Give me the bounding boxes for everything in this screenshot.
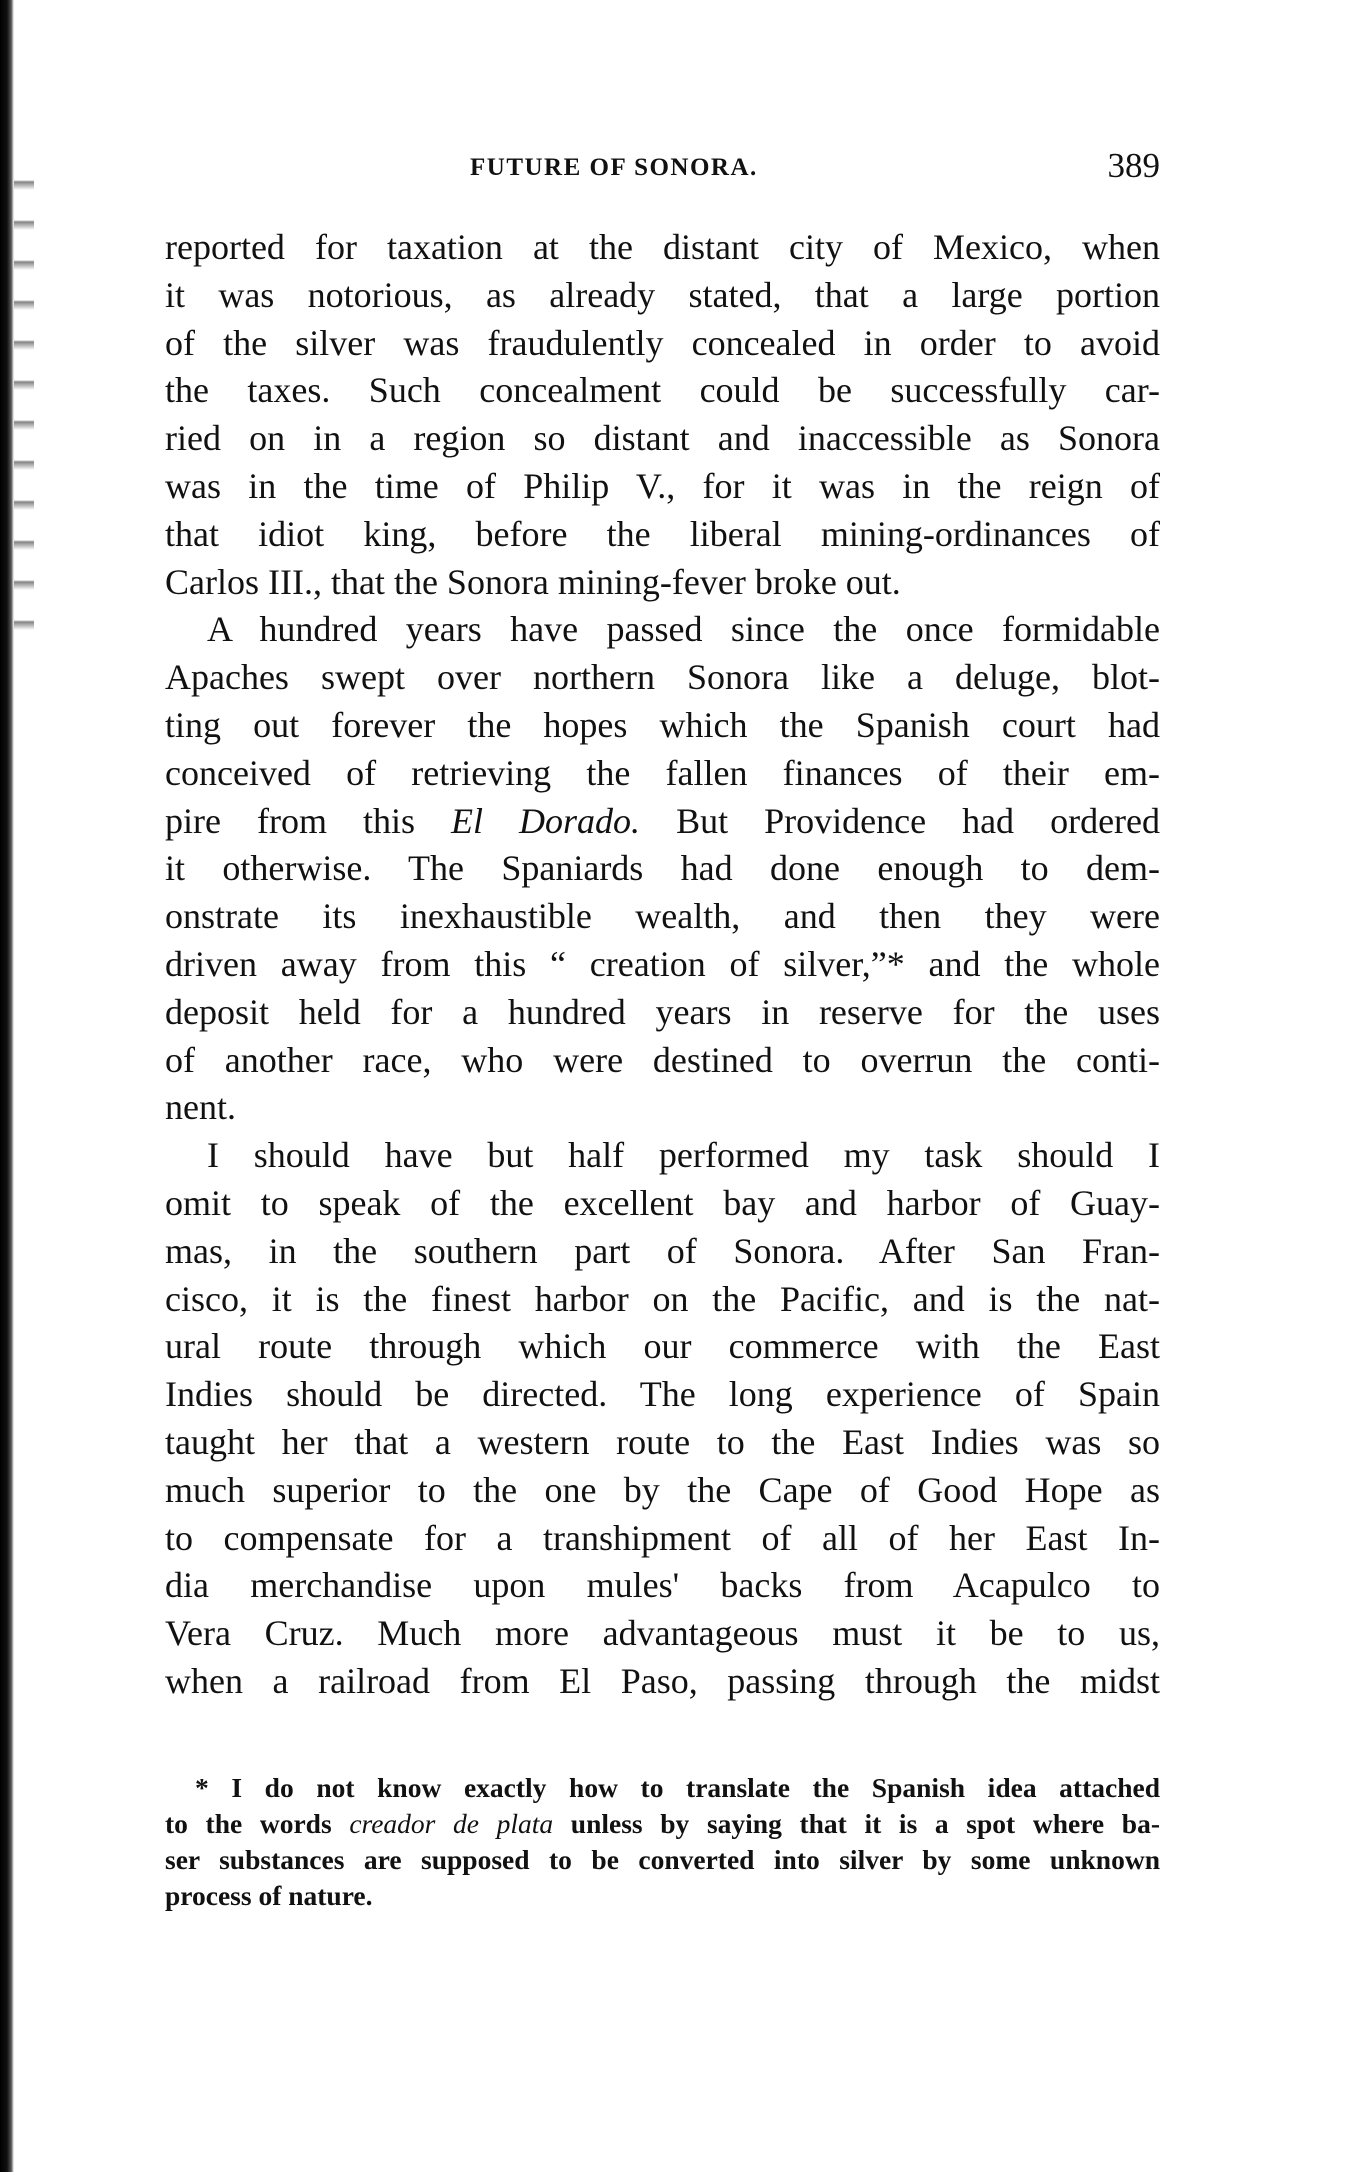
text-segment: omit to speak of the excellent bay and harbor of Guay- — [165, 1182, 1160, 1223]
text-segment: conceived of retrieving the fallen finances of their em- — [165, 752, 1160, 793]
text-segment: Indies should be directed. The long experience of Spain — [165, 1374, 1160, 1415]
text-segment: that idiot king, before the liberal mining-ordinances of — [165, 513, 1160, 554]
text-segment: ural route through which our commerce with the East — [165, 1326, 1160, 1367]
text-segment: when a railroad from El Paso, passing through the midst — [165, 1660, 1160, 1701]
text-line — [165, 941, 1160, 989]
text-segment: unless by saying that it is a spot where ba- — [553, 1808, 1160, 1839]
text-line — [165, 702, 1160, 750]
text-segment: pire from this — [165, 800, 452, 841]
text-segment: of another race, who were destined to overrun the conti- — [165, 1039, 1160, 1080]
text-line — [165, 989, 1160, 1037]
text-line — [165, 1084, 1160, 1132]
text-line — [165, 463, 1160, 511]
text-segment: ser substances are supposed to be converted into silver by some unknown — [165, 1844, 1160, 1875]
text-segment: Carlos III., that the Sonora mining-fever broke out. — [165, 561, 901, 602]
text-segment: much superior to the one by the Cape of Good Hope as — [165, 1469, 1160, 1510]
text-line — [165, 224, 1160, 272]
text-segment: Vera Cruz. Much more advantageous must it be to us, — [165, 1613, 1160, 1654]
text-line — [165, 1276, 1160, 1324]
text-segment: the taxes. Such concealment could be successfully car- — [165, 370, 1160, 411]
text-line — [165, 272, 1160, 320]
text-segment: nent. — [165, 1087, 236, 1128]
text-segment: A hundred years have passed since the once formidable — [207, 609, 1160, 650]
paragraph — [165, 224, 1160, 606]
text-line — [165, 1610, 1160, 1658]
text-line — [165, 893, 1160, 941]
italic-text: El Dorado. — [451, 800, 641, 841]
text-line — [165, 367, 1160, 415]
text-line — [165, 750, 1160, 798]
text-segment: it otherwise. The Spaniards had done enough to dem- — [165, 848, 1160, 889]
scan-binding-edge — [0, 0, 14, 2172]
text-segment: ried on in a region so distant and inaccessible as Sonora — [165, 418, 1160, 459]
text-segment: driven away from this “ creation of silver,”* and the whole — [165, 943, 1160, 984]
text-line — [165, 511, 1160, 559]
text-segment: Apaches swept over northern Sonora like a deluge, blot- — [165, 657, 1160, 698]
text-line — [165, 1842, 1160, 1878]
text-line — [165, 320, 1160, 368]
text-segment: was in the time of Philip V., for it was in the reign of — [165, 465, 1160, 506]
text-line — [165, 1037, 1160, 1085]
paragraph — [165, 606, 1160, 1132]
text-line — [165, 1467, 1160, 1515]
text-line — [165, 1806, 1160, 1842]
text-segment: to compensate for a transhipment of all of her East In- — [165, 1517, 1160, 1558]
running-title: FUTURE OF SONORA. — [470, 154, 758, 181]
text-line — [165, 1132, 1160, 1180]
text-line — [165, 654, 1160, 702]
text-line — [165, 1419, 1160, 1467]
page-number: 389 — [1107, 146, 1160, 185]
text-segment: deposit held for a hundred years in reserve for the uses — [165, 991, 1160, 1032]
page-header — [165, 146, 1160, 186]
text-line — [165, 1770, 1160, 1806]
text-segment: to the words — [165, 1808, 350, 1839]
italic-text: creador de plata — [349, 1808, 554, 1839]
body-text — [165, 224, 1160, 1706]
text-line — [165, 1371, 1160, 1419]
text-segment: ting out forever the hopes which the Spanish court had — [165, 704, 1160, 745]
text-segment: reported for taxation at the distant city of Mexico, when — [165, 227, 1160, 267]
text-segment: * I do not know exactly how to translate the Spanish idea attached — [195, 1772, 1160, 1803]
text-line — [165, 1562, 1160, 1610]
text-segment: cisco, it is the finest harbor on the Pacific, and is the nat- — [165, 1278, 1160, 1319]
text-line — [165, 1228, 1160, 1276]
text-line — [165, 559, 1160, 607]
text-segment: taught her that a western route to the East Indies was so — [165, 1421, 1160, 1462]
text-segment: it was notorious, as already stated, that a large portion — [165, 274, 1160, 315]
scan-binding-marks — [14, 150, 34, 650]
text-line — [165, 415, 1160, 463]
text-line — [165, 1658, 1160, 1706]
paragraph — [165, 1132, 1160, 1706]
footnote — [165, 1770, 1160, 1914]
text-segment: process of nature. — [165, 1880, 373, 1911]
text-segment: dia merchandise upon mules' backs from Acapulco to — [165, 1565, 1160, 1606]
text-line — [165, 1515, 1160, 1563]
text-segment: But Providence had ordered — [640, 800, 1161, 841]
text-line — [165, 1878, 1160, 1914]
text-line — [165, 845, 1160, 893]
text-segment: of the silver was fraudulently concealed in order to avoid — [165, 322, 1160, 363]
text-segment: onstrate its inexhaustible wealth, and then they were — [165, 896, 1160, 937]
text-segment: mas, in the southern part of Sonora. After San Fran- — [165, 1230, 1160, 1271]
text-line — [165, 1180, 1160, 1228]
text-line — [165, 798, 1160, 846]
text-line — [165, 1323, 1160, 1371]
text-segment: I should have but half performed my task should I — [207, 1135, 1160, 1176]
text-line — [165, 606, 1160, 654]
